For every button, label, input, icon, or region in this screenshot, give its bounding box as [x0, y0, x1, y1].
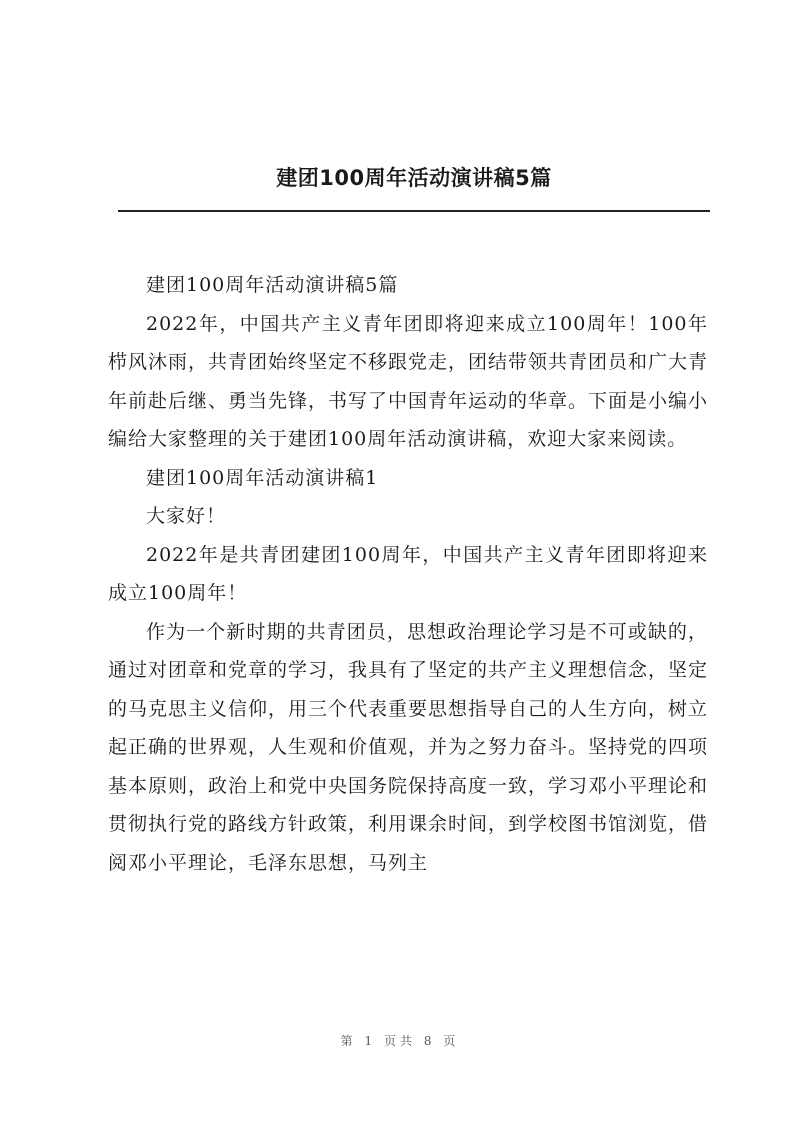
document-title: 建团100周年活动演讲稿5篇	[276, 166, 552, 190]
body-paragraph-intro: 2022年，中国共产主义青年团即将迎来成立100周年！100年栉风沐雨，共青团始终坚定不移跟党走，团结带领共青团员和广大青年前赴后继、勇当先锋，书写了中国青年运动的华章。下面是小编小编给大家整理的关于建团100周年活动演讲稿，欢迎大家来阅读。	[108, 312, 709, 450]
page-label-prefix: 第	[340, 1034, 357, 1048]
page-label-middle: 页共	[383, 1034, 416, 1048]
body-paragraph-speech-title: 建团100周年活动演讲稿1	[146, 466, 379, 489]
total-pages-number: 8	[423, 1034, 436, 1048]
body-paragraph-study: 作为一个新时期的共青团员，思想政治理论学习是不可或缺的，通过对团章和党章的学习，我具有了坚定的共产主义理想信念，坚定的马克思主义信仰，用三个代表重要思想指导自己的人生方向，树立起正确的世界观，人生观和价值观，并为之努力奋斗。坚持党的四项基本原则，政治上和党中央国务院保持高度一致，学习邓小平理论和贯彻执行党的路线方针政策，利用课余时间，到学校图书馆浏览，借阅邓小平理论，毛泽东思想，马列主	[108, 620, 709, 874]
body-paragraph-heading: 建团100周年活动演讲稿5篇	[146, 274, 399, 296]
body-paragraph-anniversary: 2022年是共青团建团100周年，中国共产主义青年团即将迎来成立100周年！	[108, 543, 708, 604]
page-footer	[0, 1032, 800, 1049]
document-body	[108, 266, 708, 882]
document-header	[118, 158, 710, 198]
body-paragraph-greeting: 大家好！	[146, 505, 227, 527]
page-label-suffix: 页	[443, 1034, 460, 1048]
header-divider	[118, 210, 710, 212]
current-page-number: 1	[364, 1034, 377, 1048]
